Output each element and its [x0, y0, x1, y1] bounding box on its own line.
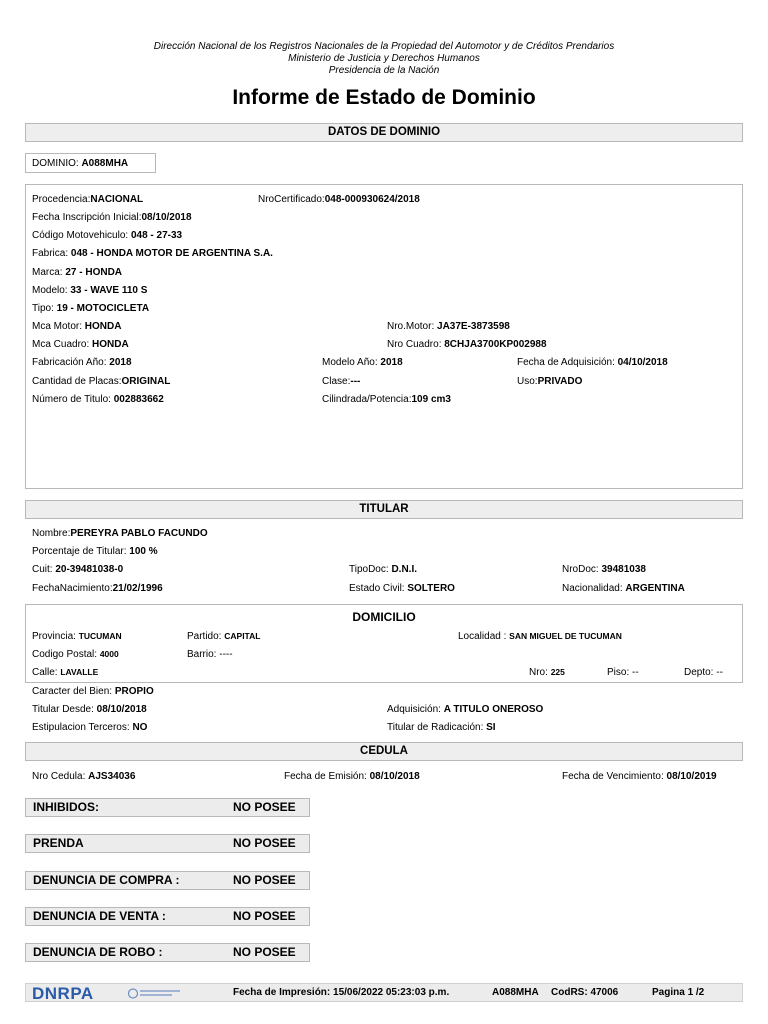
field-fecha-vencimiento: Fecha de Vencimiento: 08/10/2019 [562, 771, 717, 782]
field-cilindrada: Cilindrada/Potencia:109 cm3 [322, 394, 451, 405]
dominio-label: DOMINIO: [32, 158, 79, 169]
print-date: Fecha de Impresión: 15/06/2022 05:23:03 p.m. [233, 987, 450, 998]
status-inhibidos: INHIBIDOS: NO POSEE [25, 798, 310, 817]
field-nro-cuadro: Nro Cuadro: 8CHJA3700KP002988 [387, 339, 547, 350]
dominio-box [25, 153, 156, 173]
field-nacionalidad: Nacionalidad: ARGENTINA [562, 583, 685, 594]
field-calle: Calle: LAVALLE [32, 667, 99, 678]
field-fabrica: Fabrica: 048 - HONDA MOTOR DE ARGENTINA S.A. [32, 248, 273, 259]
field-codigo-motovehiculo: Código Motovehiculo: 048 - 27-33 [32, 230, 183, 241]
footer-dominio: A088MHA [492, 987, 539, 998]
status-denuncia-robo: DENUNCIA DE ROBO : NO POSEE [25, 943, 310, 962]
header-presidency: Presidencia de la Nación [328, 65, 440, 76]
field-nombre: Nombre:PEREYRA PABLO FACUNDO [32, 528, 208, 539]
field-fecha-nacimiento: FechaNacimiento:21/02/1996 [32, 583, 163, 594]
field-porcentaje-titular: Porcentaje de Titular: 100 % [32, 546, 158, 557]
field-cuit: Cuit: 20-39481038-0 [32, 564, 124, 575]
dominio-value: A088MHA [81, 158, 129, 169]
field-nro-motor: Nro.Motor: JA37E-3873598 [387, 321, 510, 332]
field-nro-cedula: Nro Cedula: AJS34036 [32, 771, 136, 782]
field-nro-certificado: NroCertificado:048-000930624/2018 [258, 194, 420, 205]
field-nro-doc: NroDoc: 39481038 [562, 564, 646, 575]
field-tipo: Tipo: 19 - MOTOCICLETA [32, 303, 150, 314]
field-partido: Partido: CAPITAL [187, 631, 261, 642]
field-fabricacion-anio: Fabricación Año: 2018 [32, 357, 132, 368]
field-modelo-anio: Modelo Año: 2018 [322, 357, 403, 368]
field-cantidad-placas: Cantidad de Placas:ORIGINAL [32, 376, 171, 387]
field-uso: Uso:PRIVADO [517, 376, 583, 387]
field-procedencia: Procedencia:NACIONAL [32, 194, 144, 205]
field-titular-radicacion: Titular de Radicación: SI [387, 722, 496, 733]
field-fecha-emision: Fecha de Emisión: 08/10/2018 [284, 771, 420, 782]
page-title: Informe de Estado de Dominio [232, 86, 536, 109]
field-provincia: Provincia: TUCUMAN [32, 631, 122, 642]
field-localidad: Localidad : SAN MIGUEL DE TUCUMAN [458, 631, 622, 642]
status-denuncia-venta: DENUNCIA DE VENTA : NO POSEE [25, 907, 310, 926]
field-titular-desde: Titular Desde: 08/10/2018 [32, 704, 147, 715]
field-marca: Marca: 27 - HONDA [32, 267, 123, 278]
field-adquisicion: Adquisición: A TITULO ONEROSO [387, 704, 544, 715]
header-agency: Dirección Nacional de los Registros Nacionales de la Propiedad del Automotor y de Créditos Prendarios [153, 41, 615, 52]
field-estipulacion-terceros: Estipulacion Terceros: NO [32, 722, 148, 733]
field-fecha-adquisicion: Fecha de Adquisición: 04/10/2018 [517, 357, 668, 368]
section-datos-dominio: DATOS DE DOMINIO [25, 123, 743, 142]
section-cedula: CEDULA [25, 742, 743, 761]
field-piso: Piso: -- [607, 667, 639, 678]
footer-codrs: CodRS: 47006 [551, 987, 619, 998]
field-mca-motor: Mca Motor: HONDA [32, 321, 122, 332]
field-modelo: Modelo: 33 - WAVE 110 S [32, 285, 148, 296]
page-footer [25, 983, 743, 1002]
field-barrio: Barrio: ---- [187, 649, 233, 660]
section-domicilio: DOMICILIO [352, 610, 416, 624]
field-numero-titulo: Número de Titulo: 002883662 [32, 394, 164, 405]
section-titular: TITULAR [25, 500, 743, 519]
field-estado-civil: Estado Civil: SOLTERO [349, 583, 455, 594]
field-mca-cuadro: Mca Cuadro: HONDA [32, 339, 129, 350]
field-tipo-doc: TipoDoc: D.N.I. [349, 564, 417, 575]
field-fecha-inscripcion: Fecha Inscripción Inicial:08/10/2018 [32, 212, 192, 223]
dnrpa-logo: DNRPA [32, 984, 94, 1003]
page-number: Pagina 1 /2 [652, 987, 705, 998]
status-prenda: PRENDA NO POSEE [25, 834, 310, 853]
ministry-emblem-icon [128, 987, 184, 1000]
field-caracter-bien: Caracter del Bien: PROPIO [32, 686, 154, 697]
header-ministry: Ministerio de Justicia y Derechos Humanos [288, 53, 480, 64]
field-codigo-postal: Codigo Postal: 4000 [32, 649, 119, 660]
field-nro: Nro: 225 [529, 667, 565, 678]
field-clase: Clase:--- [322, 376, 361, 387]
status-denuncia-compra: DENUNCIA DE COMPRA : NO POSEE [25, 871, 310, 890]
field-depto: Depto: -- [684, 667, 723, 678]
